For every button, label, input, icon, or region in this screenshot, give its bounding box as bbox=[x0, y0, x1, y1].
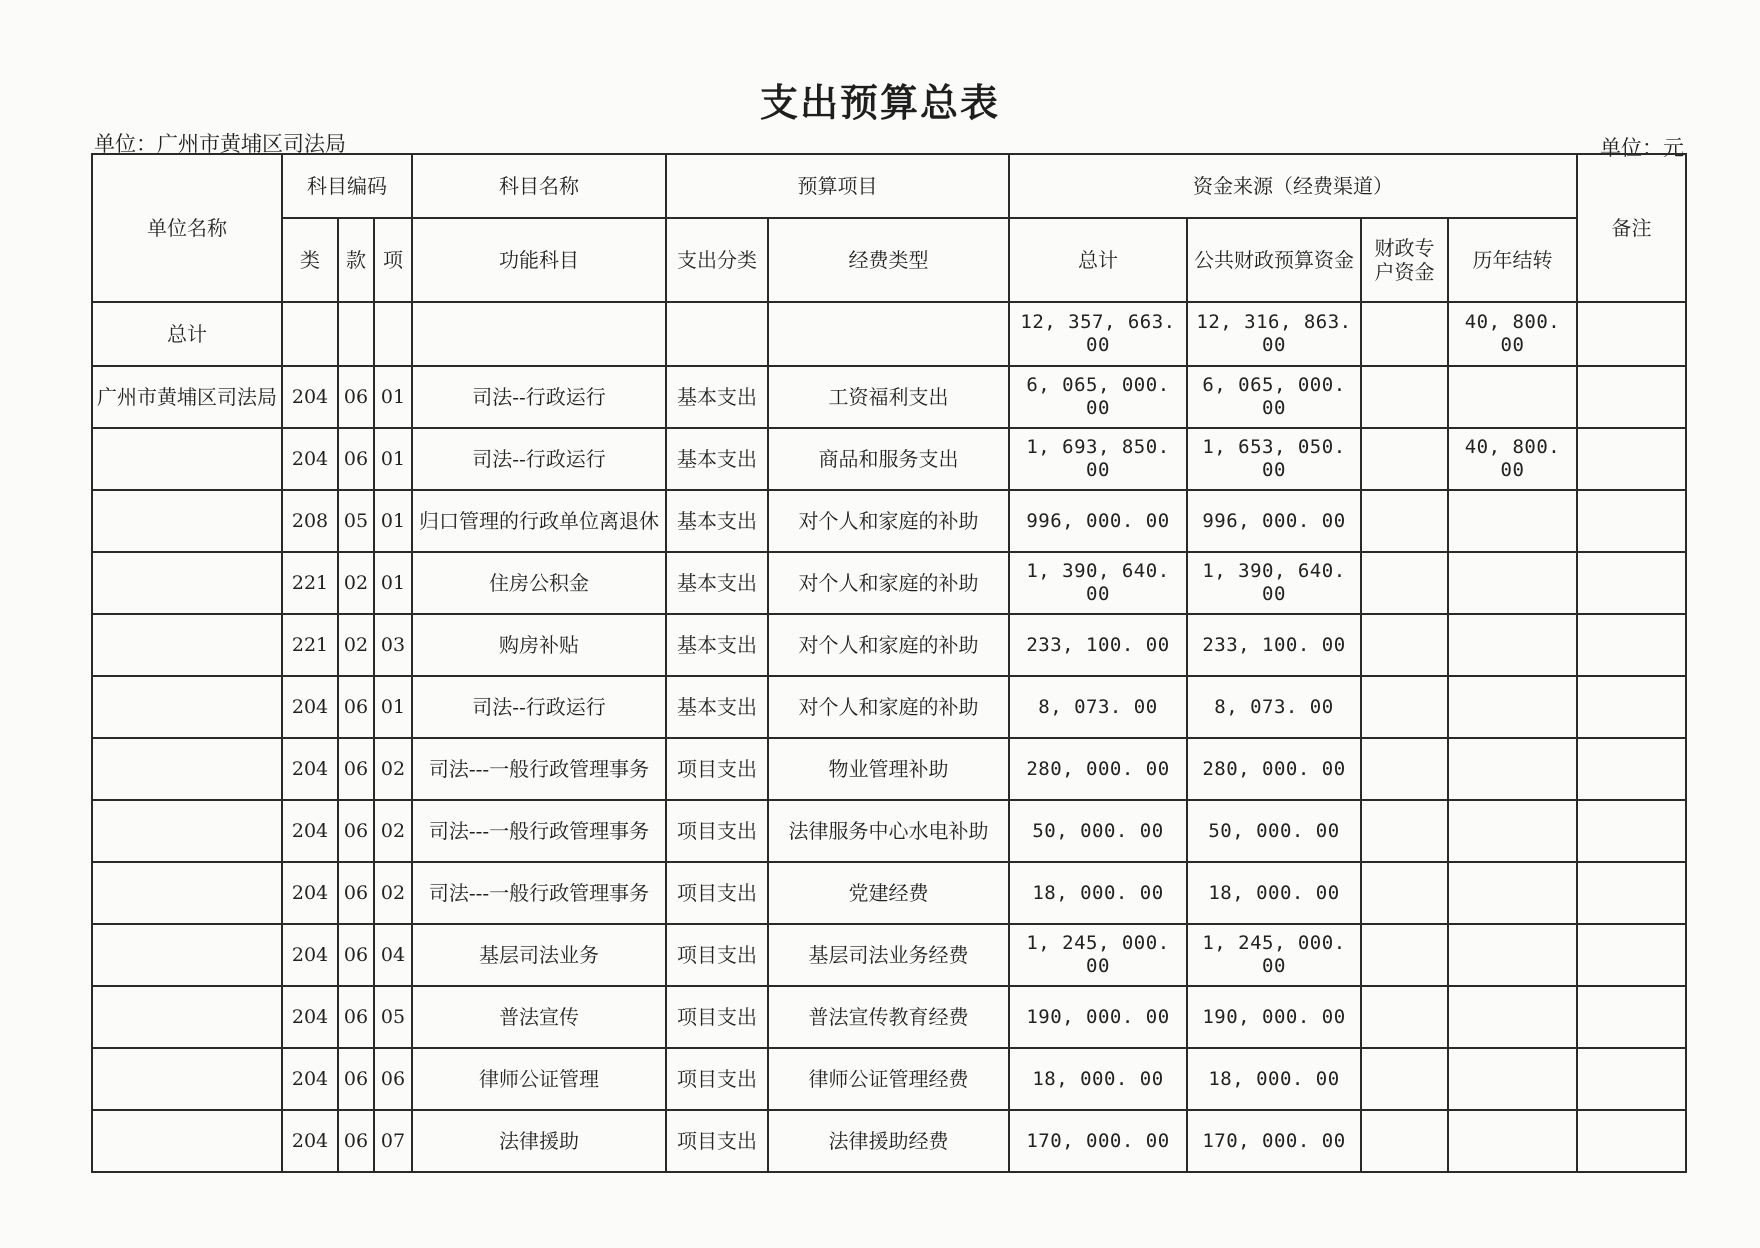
total-carryover: 40, 800. 00 bbox=[1448, 302, 1577, 366]
public-finance-cell: 233, 100. 00 bbox=[1187, 614, 1361, 676]
total-amount-cell: 18, 000. 00 bbox=[1009, 1048, 1187, 1110]
header-funding-source: 资金来源（经费渠道） bbox=[1009, 154, 1577, 218]
expense-type-cell: 对个人和家庭的补助 bbox=[768, 676, 1009, 738]
carryover-cell bbox=[1448, 1048, 1577, 1110]
special-account-cell bbox=[1361, 986, 1448, 1048]
special-account-cell bbox=[1361, 1110, 1448, 1172]
total-amount-cell: 18, 000. 00 bbox=[1009, 862, 1187, 924]
unit-name-cell: 广州市黄埔区司法局 bbox=[92, 366, 282, 428]
total-amount-cell: 8, 073. 00 bbox=[1009, 676, 1187, 738]
table-cell bbox=[666, 302, 768, 366]
code-xiang-cell: 07 bbox=[374, 1110, 412, 1172]
total-amount-cell: 6, 065, 000. 00 bbox=[1009, 366, 1187, 428]
code-xiang-cell: 01 bbox=[374, 676, 412, 738]
expense-type-cell: 对个人和家庭的补助 bbox=[768, 614, 1009, 676]
expense-category-cell: 基本支出 bbox=[666, 366, 768, 428]
code-kuan-cell: 06 bbox=[338, 738, 374, 800]
expense-type-cell: 对个人和家庭的补助 bbox=[768, 490, 1009, 552]
functional-subject-cell: 归口管理的行政单位离退休 bbox=[412, 490, 666, 552]
table-row bbox=[92, 1110, 1686, 1172]
table-row bbox=[92, 862, 1686, 924]
remarks-cell bbox=[1577, 1110, 1686, 1172]
header-public-finance: 公共财政预算资金 bbox=[1187, 218, 1361, 302]
table-row bbox=[92, 614, 1686, 676]
special-account-cell bbox=[1361, 738, 1448, 800]
functional-subject-cell: 司法--行政运行 bbox=[412, 428, 666, 490]
total-row bbox=[92, 302, 1686, 366]
code-kuan-cell: 02 bbox=[338, 552, 374, 614]
carryover-cell bbox=[1448, 366, 1577, 428]
unit-name-cell bbox=[92, 1110, 282, 1172]
public-finance-cell: 6, 065, 000. 00 bbox=[1187, 366, 1361, 428]
carryover-cell bbox=[1448, 614, 1577, 676]
expense-category-cell: 项目支出 bbox=[666, 1048, 768, 1110]
header-remarks: 备注 bbox=[1577, 154, 1686, 302]
total-amount-cell: 1, 390, 640. 00 bbox=[1009, 552, 1187, 614]
header-budget-item: 预算项目 bbox=[666, 154, 1009, 218]
remarks-cell bbox=[1577, 986, 1686, 1048]
expense-type-cell: 党建经费 bbox=[768, 862, 1009, 924]
header-row-1 bbox=[92, 154, 1686, 218]
unit-name-cell bbox=[92, 1048, 282, 1110]
code-lei-cell: 208 bbox=[282, 490, 338, 552]
unit-name-cell bbox=[92, 986, 282, 1048]
code-lei-cell: 204 bbox=[282, 676, 338, 738]
code-xiang-cell: 03 bbox=[374, 614, 412, 676]
remarks-cell bbox=[1577, 1048, 1686, 1110]
code-xiang-cell: 01 bbox=[374, 490, 412, 552]
code-lei-cell: 204 bbox=[282, 738, 338, 800]
carryover-cell bbox=[1448, 490, 1577, 552]
remarks-cell bbox=[1577, 614, 1686, 676]
header-expense-category: 支出分类 bbox=[666, 218, 768, 302]
carryover-cell bbox=[1448, 552, 1577, 614]
code-lei-cell: 204 bbox=[282, 924, 338, 986]
header-total: 总计 bbox=[1009, 218, 1187, 302]
carryover-cell bbox=[1448, 1110, 1577, 1172]
expense-category-cell: 项目支出 bbox=[666, 924, 768, 986]
expense-category-cell: 项目支出 bbox=[666, 1110, 768, 1172]
code-xiang-cell: 01 bbox=[374, 552, 412, 614]
code-xiang-cell: 02 bbox=[374, 862, 412, 924]
total-amount-cell: 1, 693, 850. 00 bbox=[1009, 428, 1187, 490]
code-lei-cell: 221 bbox=[282, 552, 338, 614]
unit-name-cell bbox=[92, 490, 282, 552]
code-kuan-cell: 06 bbox=[338, 366, 374, 428]
total-amount-cell: 170, 000. 00 bbox=[1009, 1110, 1187, 1172]
code-lei-cell: 204 bbox=[282, 862, 338, 924]
code-kuan-cell: 06 bbox=[338, 676, 374, 738]
total-amount-cell: 1, 245, 000. 00 bbox=[1009, 924, 1187, 986]
expense-type-cell: 律师公证管理经费 bbox=[768, 1048, 1009, 1110]
code-lei-cell: 221 bbox=[282, 614, 338, 676]
carryover-cell: 40, 800. 00 bbox=[1448, 428, 1577, 490]
expense-category-cell: 基本支出 bbox=[666, 676, 768, 738]
code-kuan-cell: 06 bbox=[338, 986, 374, 1048]
header-row-2 bbox=[92, 218, 1686, 302]
unit-name-cell bbox=[92, 552, 282, 614]
table-cell bbox=[412, 302, 666, 366]
functional-subject-cell: 司法---一般行政管理事务 bbox=[412, 800, 666, 862]
total-amount: 12, 357, 663. 00 bbox=[1009, 302, 1187, 366]
table-cell bbox=[374, 302, 412, 366]
carryover-cell bbox=[1448, 676, 1577, 738]
public-finance-cell: 1, 653, 050. 00 bbox=[1187, 428, 1361, 490]
total-amount-cell: 280, 000. 00 bbox=[1009, 738, 1187, 800]
carryover-cell bbox=[1448, 800, 1577, 862]
total-public-finance: 12, 316, 863. 00 bbox=[1187, 302, 1361, 366]
public-finance-cell: 1, 390, 640. 00 bbox=[1187, 552, 1361, 614]
public-finance-cell: 996, 000. 00 bbox=[1187, 490, 1361, 552]
page-title: 支出预算总表 bbox=[759, 80, 1000, 125]
unit-name-cell bbox=[92, 738, 282, 800]
functional-subject-cell: 司法---一般行政管理事务 bbox=[412, 738, 666, 800]
total-amount-cell: 233, 100. 00 bbox=[1009, 614, 1187, 676]
code-xiang-cell: 02 bbox=[374, 800, 412, 862]
table-row bbox=[92, 552, 1686, 614]
special-account-cell bbox=[1361, 1048, 1448, 1110]
expense-type-cell: 普法宣传教育经费 bbox=[768, 986, 1009, 1048]
header-subject-name: 科目名称 bbox=[412, 154, 666, 218]
code-xiang-cell: 02 bbox=[374, 738, 412, 800]
public-finance-cell: 18, 000. 00 bbox=[1187, 862, 1361, 924]
unit-name-cell bbox=[92, 800, 282, 862]
special-account-cell bbox=[1361, 366, 1448, 428]
special-account-cell bbox=[1361, 924, 1448, 986]
expense-category-cell: 基本支出 bbox=[666, 428, 768, 490]
carryover-cell bbox=[1448, 862, 1577, 924]
table-cell bbox=[338, 302, 374, 366]
table-row bbox=[92, 738, 1686, 800]
table-cell bbox=[768, 302, 1009, 366]
special-account-cell bbox=[1361, 428, 1448, 490]
expense-type-cell: 法律服务中心水电补助 bbox=[768, 800, 1009, 862]
remarks-cell bbox=[1577, 366, 1686, 428]
remarks-cell bbox=[1577, 490, 1686, 552]
public-finance-cell: 18, 000. 00 bbox=[1187, 1048, 1361, 1110]
expense-type-cell: 对个人和家庭的补助 bbox=[768, 552, 1009, 614]
header-kuan: 款 bbox=[338, 218, 374, 302]
expense-type-cell: 物业管理补助 bbox=[768, 738, 1009, 800]
functional-subject-cell: 司法--行政运行 bbox=[412, 676, 666, 738]
public-finance-cell: 8, 073. 00 bbox=[1187, 676, 1361, 738]
expense-type-cell: 商品和服务支出 bbox=[768, 428, 1009, 490]
table-row bbox=[92, 676, 1686, 738]
header-unit-name: 单位名称 bbox=[92, 154, 282, 302]
code-lei-cell: 204 bbox=[282, 800, 338, 862]
total-special-account bbox=[1361, 302, 1448, 366]
expense-category-cell: 项目支出 bbox=[666, 738, 768, 800]
code-kuan-cell: 06 bbox=[338, 1048, 374, 1110]
table-cell bbox=[1577, 302, 1686, 366]
unit-name-cell bbox=[92, 428, 282, 490]
remarks-cell bbox=[1577, 428, 1686, 490]
expense-category-cell: 基本支出 bbox=[666, 490, 768, 552]
special-account-cell bbox=[1361, 490, 1448, 552]
unit-name-cell bbox=[92, 924, 282, 986]
table-row bbox=[92, 366, 1686, 428]
public-finance-cell: 190, 000. 00 bbox=[1187, 986, 1361, 1048]
special-account-cell bbox=[1361, 800, 1448, 862]
code-kuan-cell: 06 bbox=[338, 1110, 374, 1172]
header-carryover: 历年结转 bbox=[1448, 218, 1577, 302]
total-amount-cell: 190, 000. 00 bbox=[1009, 986, 1187, 1048]
header-expense-type: 经费类型 bbox=[768, 218, 1009, 302]
organization-label: 单位：广州市黄埔区司法局 bbox=[94, 132, 346, 156]
header-lei: 类 bbox=[282, 218, 338, 302]
functional-subject-cell: 住房公积金 bbox=[412, 552, 666, 614]
header-subject-code: 科目编码 bbox=[282, 154, 412, 218]
code-kuan-cell: 06 bbox=[338, 862, 374, 924]
code-xiang-cell: 01 bbox=[374, 428, 412, 490]
expense-category-cell: 项目支出 bbox=[666, 862, 768, 924]
code-xiang-cell: 05 bbox=[374, 986, 412, 1048]
special-account-cell bbox=[1361, 862, 1448, 924]
total-amount-cell: 996, 000. 00 bbox=[1009, 490, 1187, 552]
functional-subject-cell: 购房补贴 bbox=[412, 614, 666, 676]
expense-type-cell: 法律援助经费 bbox=[768, 1110, 1009, 1172]
code-kuan-cell: 05 bbox=[338, 490, 374, 552]
code-lei-cell: 204 bbox=[282, 1110, 338, 1172]
table-row bbox=[92, 490, 1686, 552]
code-lei-cell: 204 bbox=[282, 428, 338, 490]
table-row bbox=[92, 428, 1686, 490]
code-kuan-cell: 02 bbox=[338, 614, 374, 676]
expense-type-cell: 工资福利支出 bbox=[768, 366, 1009, 428]
header-functional-subject: 功能科目 bbox=[412, 218, 666, 302]
table-row bbox=[92, 800, 1686, 862]
code-kuan-cell: 06 bbox=[338, 924, 374, 986]
expense-category-cell: 基本支出 bbox=[666, 614, 768, 676]
unit-name-cell bbox=[92, 862, 282, 924]
functional-subject-cell: 基层司法业务 bbox=[412, 924, 666, 986]
carryover-cell bbox=[1448, 924, 1577, 986]
code-lei-cell: 204 bbox=[282, 986, 338, 1048]
table-row bbox=[92, 924, 1686, 986]
expense-type-cell: 基层司法业务经费 bbox=[768, 924, 1009, 986]
special-account-cell bbox=[1361, 552, 1448, 614]
special-account-cell bbox=[1361, 614, 1448, 676]
expense-category-cell: 项目支出 bbox=[666, 800, 768, 862]
public-finance-cell: 280, 000. 00 bbox=[1187, 738, 1361, 800]
remarks-cell bbox=[1577, 800, 1686, 862]
table-cell bbox=[282, 302, 338, 366]
public-finance-cell: 50, 000. 00 bbox=[1187, 800, 1361, 862]
header-xiang: 项 bbox=[374, 218, 412, 302]
expenditure-budget-table bbox=[91, 153, 1687, 1173]
unit-name-cell bbox=[92, 614, 282, 676]
carryover-cell bbox=[1448, 986, 1577, 1048]
code-lei-cell: 204 bbox=[282, 366, 338, 428]
expense-category-cell: 基本支出 bbox=[666, 552, 768, 614]
functional-subject-cell: 律师公证管理 bbox=[412, 1048, 666, 1110]
code-xiang-cell: 04 bbox=[374, 924, 412, 986]
currency-label: 单位：元 bbox=[1600, 136, 1684, 160]
remarks-cell bbox=[1577, 738, 1686, 800]
remarks-cell bbox=[1577, 924, 1686, 986]
functional-subject-cell: 司法---一般行政管理事务 bbox=[412, 862, 666, 924]
code-lei-cell: 204 bbox=[282, 1048, 338, 1110]
remarks-cell bbox=[1577, 862, 1686, 924]
functional-subject-cell: 普法宣传 bbox=[412, 986, 666, 1048]
public-finance-cell: 1, 245, 000. 00 bbox=[1187, 924, 1361, 986]
total-label: 总计 bbox=[92, 302, 282, 366]
special-account-cell bbox=[1361, 676, 1448, 738]
code-xiang-cell: 01 bbox=[374, 366, 412, 428]
remarks-cell bbox=[1577, 552, 1686, 614]
table-row bbox=[92, 986, 1686, 1048]
code-xiang-cell: 06 bbox=[374, 1048, 412, 1110]
public-finance-cell: 170, 000. 00 bbox=[1187, 1110, 1361, 1172]
carryover-cell bbox=[1448, 738, 1577, 800]
functional-subject-cell: 司法--行政运行 bbox=[412, 366, 666, 428]
table-row bbox=[92, 1048, 1686, 1110]
total-amount-cell: 50, 000. 00 bbox=[1009, 800, 1187, 862]
code-kuan-cell: 06 bbox=[338, 428, 374, 490]
functional-subject-cell: 法律援助 bbox=[412, 1110, 666, 1172]
remarks-cell bbox=[1577, 676, 1686, 738]
code-kuan-cell: 06 bbox=[338, 800, 374, 862]
header-special-account: 财政专户资金 bbox=[1361, 218, 1448, 302]
unit-name-cell bbox=[92, 676, 282, 738]
expense-category-cell: 项目支出 bbox=[666, 986, 768, 1048]
